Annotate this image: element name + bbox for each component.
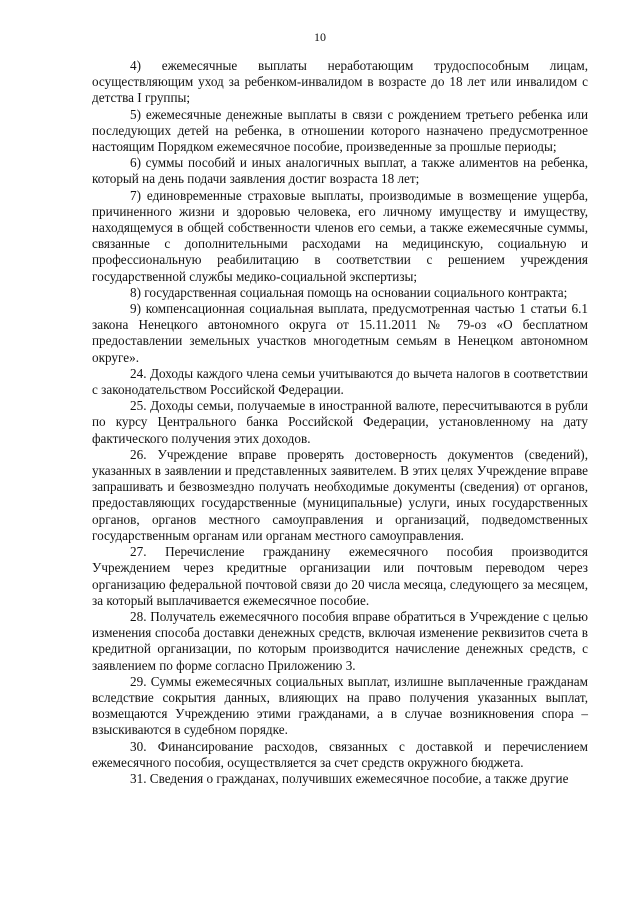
paragraph-item-5: 5) ежемесячные денежные выплаты в связи с рождением третьего ребенка или последующих детей на ребенка, в отношении которого назначено предусмотренное настоящим Порядком ежемесячное пособие, произведенные за прошлые периоды; [92, 106, 588, 155]
paragraph-clause-25: 25. Доходы семьи, получаемые в иностранной валюте, пересчитываются в рубли по курсу Центрального банка Российской Федерации, установленному на дату фактического получения этих доходов. [92, 398, 588, 446]
paragraph-clause-28: 28. Получатель ежемесячного пособия вправе обратиться в Учреждение с целью изменения способа доставки денежных средств, включая изменение реквизитов счета в кредитной организации, по которым производится начисление денежных средств, с заявлением по форме согласно Приложению 3. [92, 608, 588, 673]
document-body [92, 58, 588, 787]
paragraph-clause-29: 29. Суммы ежемесячных социальных выплат, излишне выплаченные гражданам вследствие сокрытия данных, влияющих на право получения указанных выплат, возмещаются Учреждению этими гражданами, а в случае возникновения спора – взыскиваются в судебном порядке. [92, 673, 588, 738]
paragraph-clause-24: 24. Доходы каждого члена семьи учитываются до вычета налогов в соответствии с законодательством Российской Федерации. [92, 365, 588, 398]
paragraph-item-4: 4) ежемесячные выплаты неработающим трудоспособным лицам, осуществляющим уход за ребенком-инвалидом в возрасте до 18 лет или инвалидом с детства I группы; [92, 58, 588, 106]
page-number: 10 [314, 30, 326, 44]
paragraph-item-8: 8) государственная социальная помощь на основании социального контракта; [130, 284, 568, 300]
paragraph-clause-27: 27. Перечисление гражданину ежемесячного пособия производится Учреждением через кредитные организации или почтовым переводом через организацию федеральной почтовой связи до 20 числа месяца, следующего за месяцем, за который выплачивается ежемесячное пособие. [92, 544, 588, 608]
paragraph-clause-31: 31. Сведения о гражданах, получивших ежемесячное пособие, а также другие [130, 770, 569, 786]
paragraph-item-9: 9) компенсационная социальная выплата, предусмотренная частью 1 статьи 6.1 закона Ненецкого автономного округа от 15.11.2011 № 79-оз «О бесплатном предоставлении земельных участков многодетным семьям в Ненецком автономном округе». [92, 301, 588, 365]
paragraph-clause-30: 30. Финансирование расходов, связанных с доставкой и перечислением ежемесячного пособия, осуществляется за счет средств окружного бюджета. [92, 738, 588, 770]
paragraph-item-7: 7) единовременные страховые выплаты, производимые в возмещение ущерба, причиненного жизни и здоровью человека, его личному имуществу и имуществу, находящемуся в общей собственности членов его семьи, а также ежемесячные суммы, связанные с дополнительными расходами на медицинскую, социальную и профессиональную реабилитацию в соответствии с решением учреждения государственной службы медико-социальной экспертизы; [92, 187, 588, 284]
paragraph-item-6: 6) суммы пособий и иных аналогичных выплат, а также алиментов на ребенка, который на день подачи заявления достиг возраста 18 лет; [92, 155, 588, 187]
paragraph-clause-26: 26. Учреждение вправе проверять достоверность документов (сведений), указанных в заявлении и представленных заявителем. В этих целях Учреждение вправе запрашивать и безвозмездно получать необходимые документы (сведения) от органов, предоставляющих государственные (муниципальные) услуги, иных государственных органов, органов местного самоуправления и организаций, подведомственных государственным органам или органам местного самоуправления. [92, 446, 588, 543]
